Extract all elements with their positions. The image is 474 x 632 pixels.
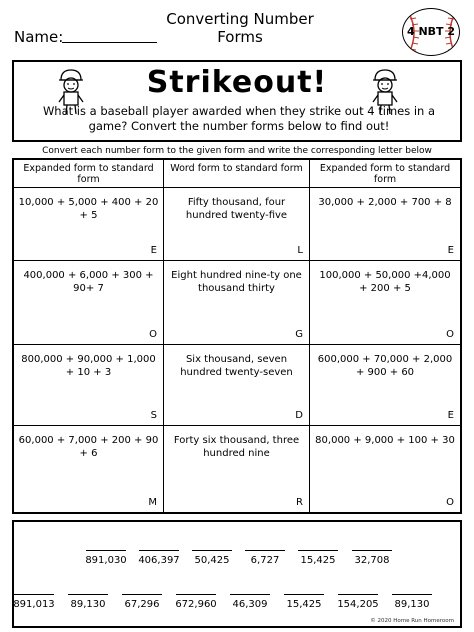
answer-number: 89,130	[70, 599, 106, 610]
answer-blank[interactable]	[120, 594, 164, 618]
problem-text: 80,000 + 9,000 + 100 + 30	[315, 435, 455, 446]
answer-key-box	[12, 520, 462, 628]
answer-blank[interactable]	[84, 550, 128, 574]
problem-cell[interactable]	[14, 188, 164, 261]
answer-letter: L	[297, 245, 303, 256]
answer-number: 46,309	[232, 599, 268, 610]
answer-blank[interactable]	[137, 550, 181, 574]
problem-text: 60,000 + 7,000 + 200 + 90 + 6	[18, 435, 159, 459]
answer-number: 67,296	[124, 599, 160, 610]
problem-text: 600,000 + 70,000 + 2,000 + 900 + 60	[317, 354, 453, 378]
answer-letter: E	[150, 245, 157, 256]
answer-blank[interactable]	[66, 594, 110, 618]
copyright: © 2020 Home Run Homeroom	[370, 618, 454, 624]
answer-number: 406,397	[138, 555, 180, 566]
answer-number: 15,425	[286, 599, 322, 610]
problem-cell[interactable]	[14, 345, 164, 426]
problem-text: 400,000 + 6,000 + 300 + 90+ 7	[23, 270, 154, 294]
answer-number: 89,130	[394, 599, 430, 610]
problem-text: Fifty thousand, four hundred twenty-five	[185, 197, 288, 221]
answer-blank[interactable]	[350, 550, 394, 574]
riddle-question: What is a baseball player awarded when they strike out 4 times in a game? Convert the number forms below to find out!	[42, 104, 436, 133]
worksheet-title-line2: Forms	[217, 28, 263, 46]
answer-blank[interactable]	[282, 594, 326, 618]
baseball-badge	[402, 8, 460, 56]
problem-text: 10,000 + 5,000 + 400 + 20 + 5	[18, 197, 159, 221]
answer-number: 6,727	[250, 555, 280, 566]
column-header: Expanded form to standard form	[14, 160, 164, 188]
problem-cell[interactable]	[164, 426, 310, 512]
answer-number: 154,205	[337, 599, 379, 610]
name-label: Name:	[14, 28, 64, 46]
problem-text: Six thousand, seven hundred twenty-seven	[180, 354, 293, 378]
title-banner	[12, 60, 462, 142]
worksheet-header	[0, 0, 474, 62]
problem-text: 30,000 + 2,000 + 700 + 8	[318, 197, 452, 208]
answer-number: 672,960	[175, 599, 217, 610]
problem-cell[interactable]	[310, 426, 460, 512]
problem-text: 800,000 + 90,000 + 1,000 + 10 + 3	[21, 354, 156, 378]
answer-letter: O	[446, 497, 454, 508]
answer-blank[interactable]	[228, 594, 272, 618]
column-header: Expanded form to standard form	[310, 160, 460, 188]
answer-number: 891,030	[85, 555, 127, 566]
answer-number: 32,708	[354, 555, 390, 566]
problem-text: 100,000 + 50,000 +4,000 + 200 + 5	[319, 270, 451, 294]
standard-code: 4 NBT 2	[406, 25, 456, 38]
answer-letter: M	[148, 497, 157, 508]
name-line	[62, 42, 157, 43]
answer-letter: R	[296, 497, 303, 508]
problem-cell[interactable]	[164, 188, 310, 261]
problem-cell[interactable]	[310, 345, 460, 426]
answer-letter: O	[149, 329, 157, 340]
problem-text: Forty six thousand, three hundred nine	[173, 435, 300, 459]
worksheet-title-line1: Converting Number	[166, 10, 314, 28]
problem-cell[interactable]	[310, 261, 460, 345]
main-title: Strikeout!	[146, 65, 328, 100]
problem-cell[interactable]	[14, 261, 164, 345]
answer-letter: D	[295, 410, 303, 421]
answer-letter: G	[295, 329, 303, 340]
problem-cell[interactable]	[164, 261, 310, 345]
answer-blank[interactable]	[390, 594, 434, 618]
answer-blank[interactable]	[336, 594, 380, 618]
problem-text: Eight hundred nine-ty one thousand thirty	[171, 270, 302, 294]
answer-number: 50,425	[194, 555, 230, 566]
worksheet-title	[160, 10, 320, 46]
answer-letter: S	[150, 410, 157, 421]
answer-letter: E	[447, 410, 454, 421]
problem-grid	[12, 158, 462, 514]
instructions: Convert each number form to the given form and write the corresponding letter below	[42, 146, 432, 156]
answer-blank[interactable]	[296, 550, 340, 574]
answer-number: 891,013	[13, 599, 55, 610]
problem-cell[interactable]	[14, 426, 164, 512]
answer-blank[interactable]	[243, 550, 287, 574]
answer-blank[interactable]	[190, 550, 234, 574]
answer-letter: E	[447, 245, 454, 256]
column-header: Word form to standard form	[164, 160, 310, 188]
answer-blank[interactable]	[174, 594, 218, 618]
problem-cell[interactable]	[310, 188, 460, 261]
answer-number: 15,425	[300, 555, 336, 566]
problem-cell[interactable]	[164, 345, 310, 426]
answer-letter: O	[446, 329, 454, 340]
answer-blank[interactable]	[12, 594, 56, 618]
